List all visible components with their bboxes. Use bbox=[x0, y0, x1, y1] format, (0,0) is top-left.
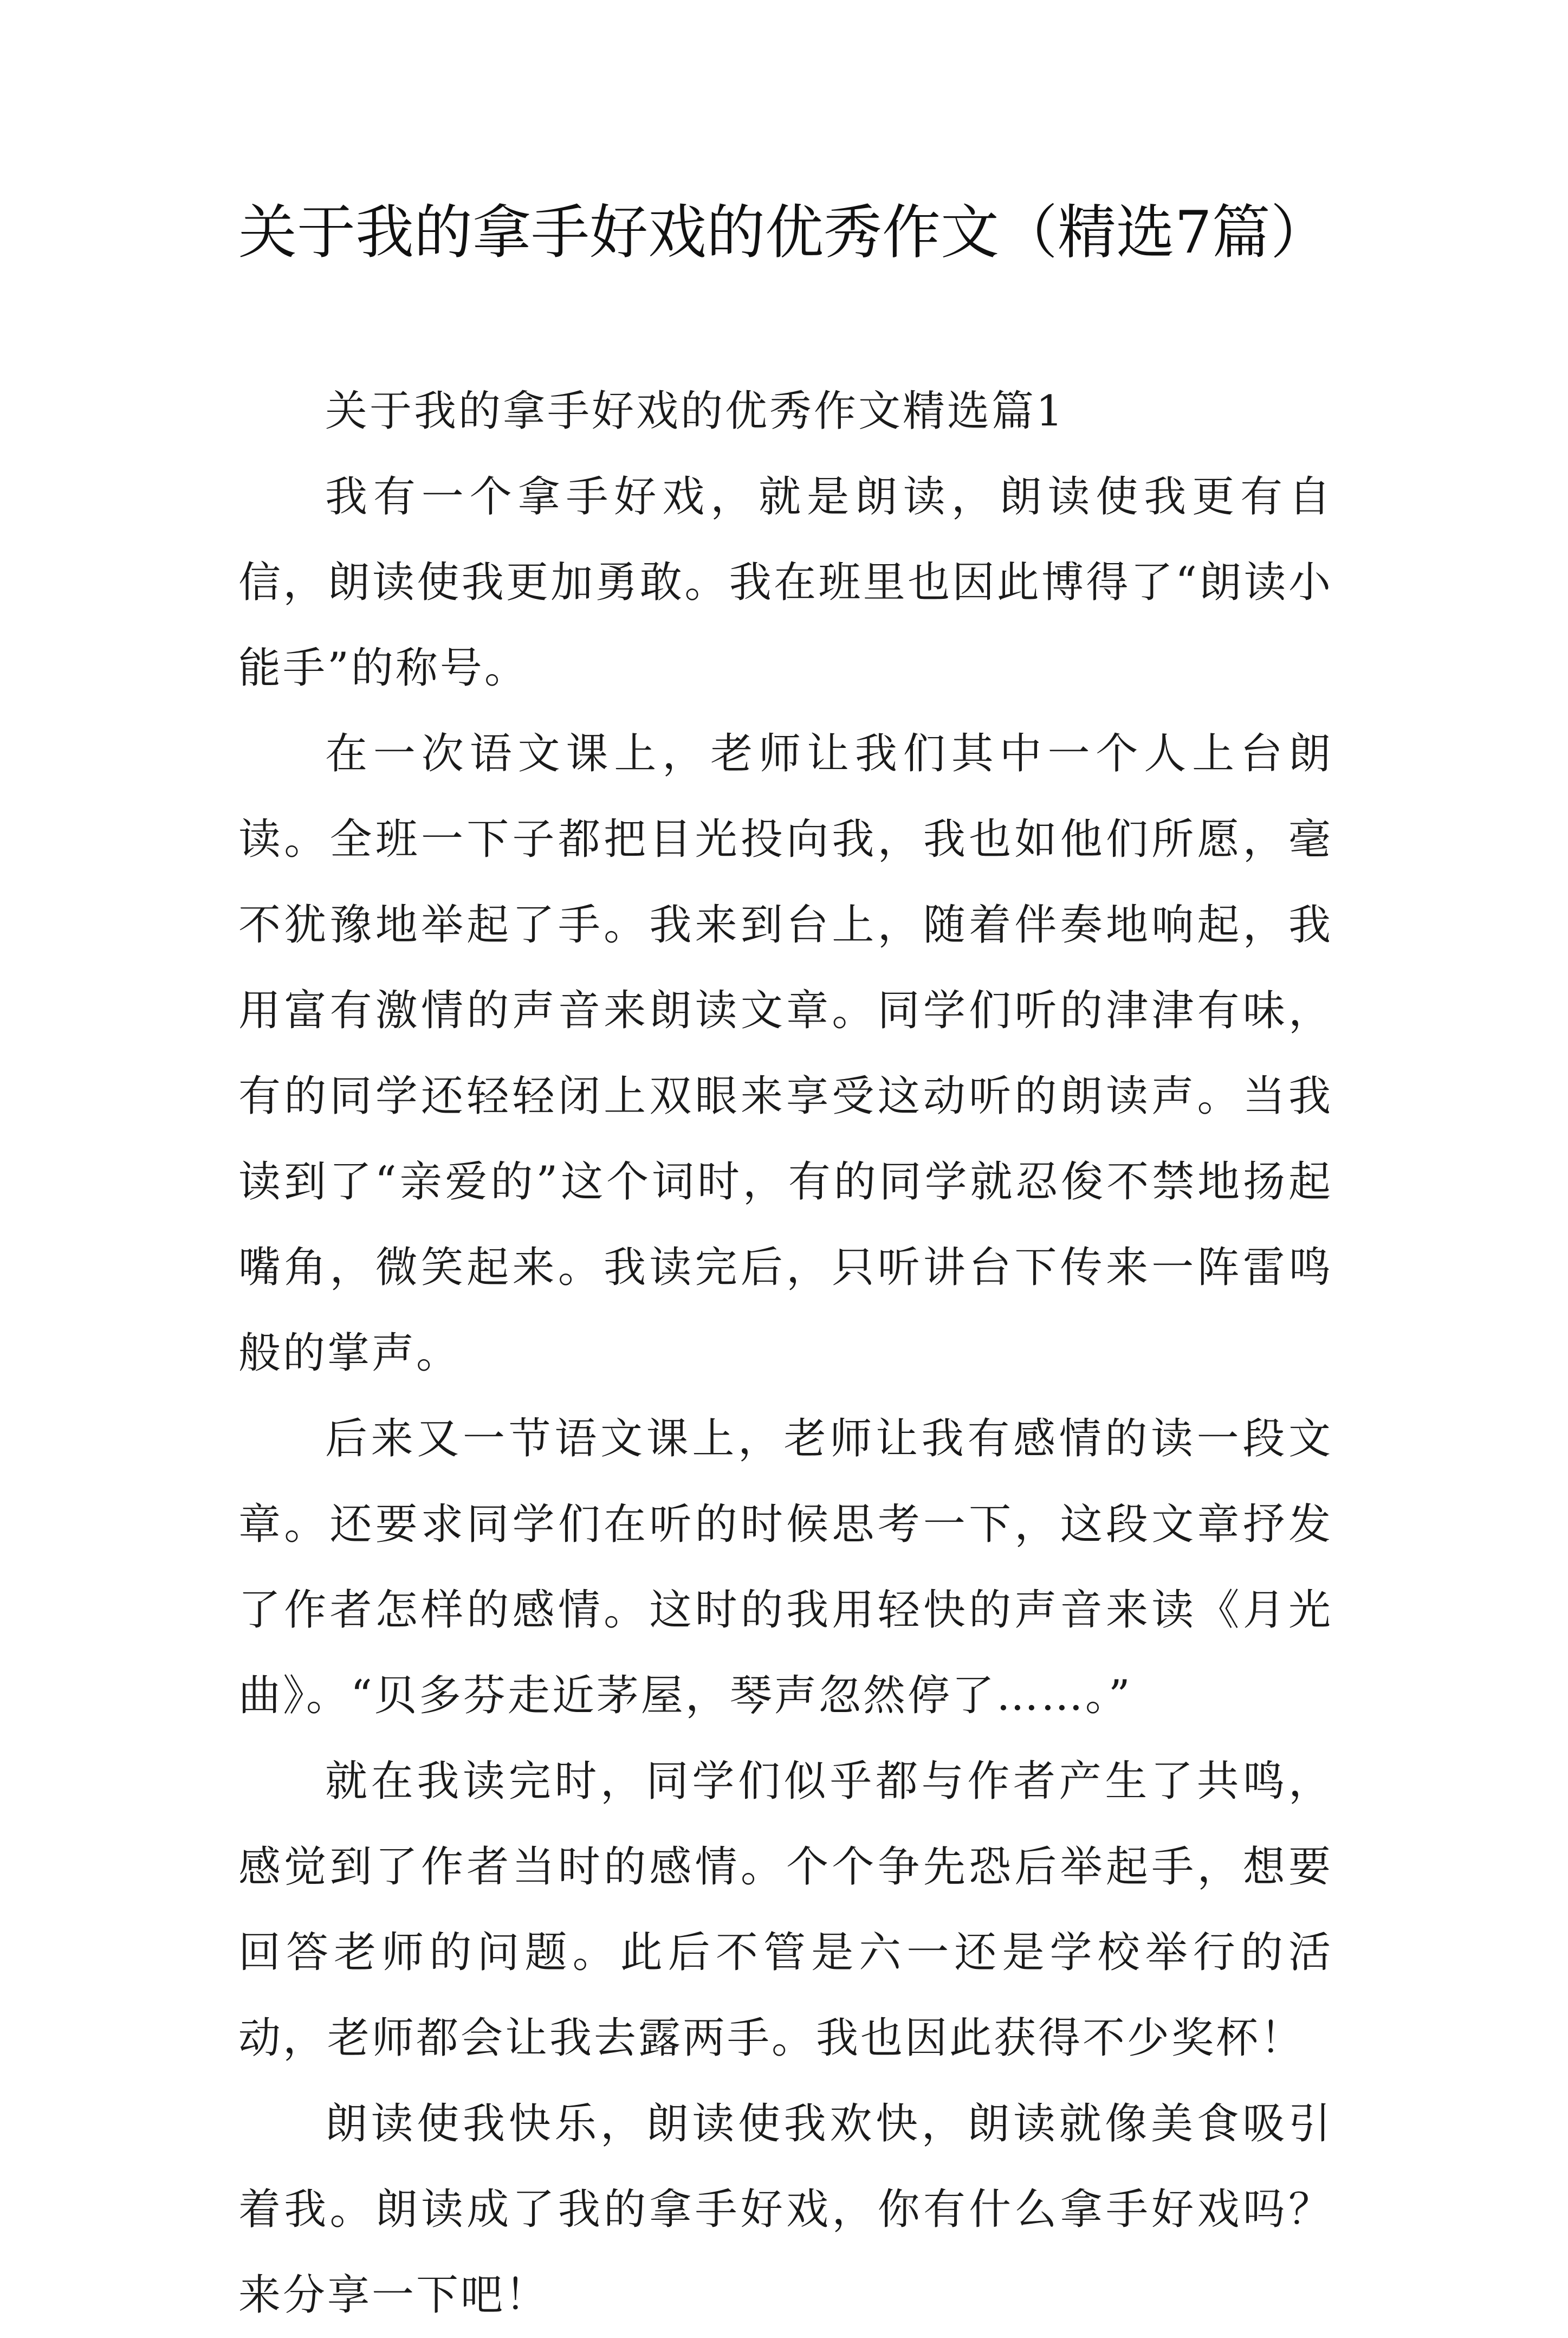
paragraph: 后来又一节语文课上，老师让我有感情的读一段文章。还要求同学们在听的时候思考一下，这段文章抒发了作者怎样的感情。这时的我用轻快的声音来读《月光曲》。“贝多芬走近茅屋，琴声忽然停了……。” bbox=[238, 1415, 1333, 1720]
document-body bbox=[238, 369, 1333, 2338]
paragraph: 在一次语文课上，老师让我们其中一个人上台朗读。全班一下子都把目光投向我，我也如他们所愿，毫不犹豫地举起了手。我来到台上，随着伴奏地响起，我用富有激情的声音来朗读文章。同学们听的津津有味，有的同学还轻轻闭上双眼来享受这动听的朗读声。当我读到了“亲爱的”这个词时，有的同学就忍俊不禁地扬起嘴角，微笑起来。我读完后，只听讲台下传来一阵雷鸣般的掌声。 bbox=[238, 729, 1333, 1378]
paragraph: 我有一个拿手好戏，就是朗读，朗读使我更有自信，朗读使我更加勇敢。我在班里也因此博得了“朗读小能手”的称号。 bbox=[238, 473, 1333, 693]
paragraph: 朗读使我快乐，朗读使我欢快，朗读就像美食吸引着我。朗读成了我的拿手好戏，你有什么拿手好戏吗？来分享一下吧！ bbox=[238, 2100, 1333, 2320]
section-heading: 关于我的拿手好戏的优秀作文精选篇1 bbox=[325, 387, 1065, 436]
document-title: 关于我的拿手好戏的优秀作文（精选7篇） bbox=[238, 199, 1329, 267]
paragraph: 就在我读完时，同学们似乎都与作者产生了共鸣，感觉到了作者当时的感情。个个争先恐后举起手，想要回答老师的问题。此后不管是六一还是学校举行的活动，老师都会让我去露两手。我也因此获得不少奖杯！ bbox=[238, 1757, 1333, 2063]
